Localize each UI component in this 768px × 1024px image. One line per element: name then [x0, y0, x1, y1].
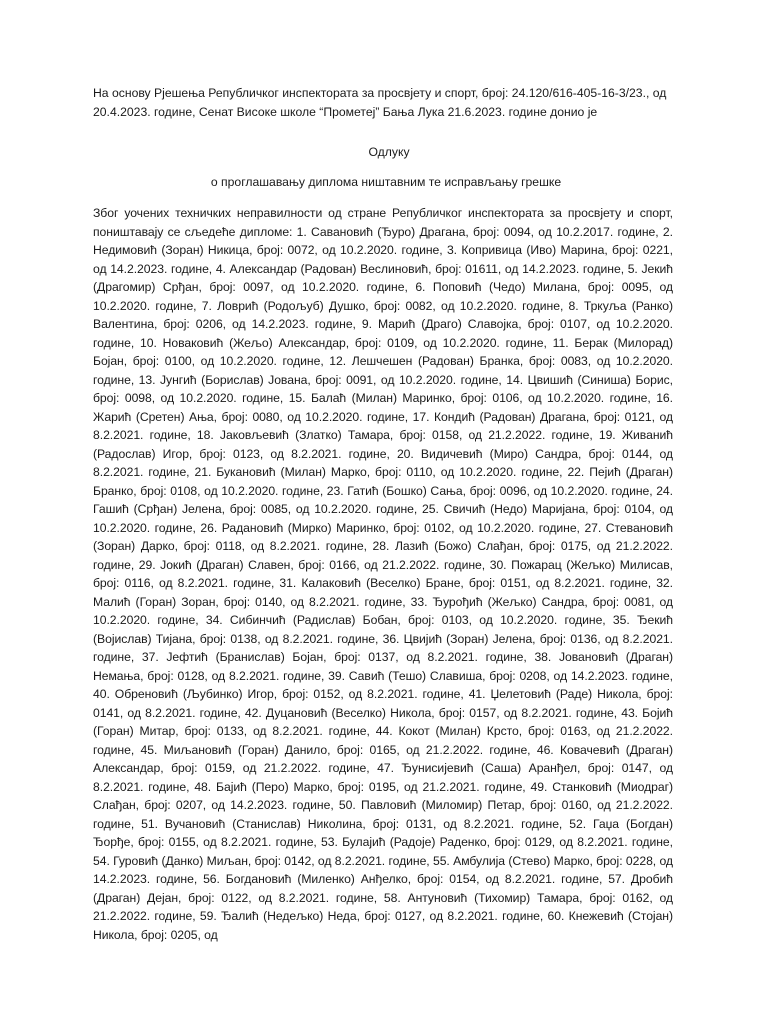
- document-page: [93, 84, 673, 944]
- document-title: Одлуку: [368, 145, 410, 159]
- document-subtitle: о проглашавању диплома ништавним те исправљању грешке: [210, 174, 562, 189]
- intro-paragraph: На основу Рјешења Републичког инспектората за просвјету и спорт, број: 24.120/616-405-16-3/23., од 20.4.2023. године, Сенат Високе школе “Прометеј” Бања Лука 21.6.2023. године донио је: [93, 86, 667, 119]
- body-paragraph: Због уочених техничких неправилности од стране Републичког инспектората за просвјету и спорт, поништавају се сљедеће дипломе: 1. Савановић (Ђуро) Драгана, број: 0094, од 10.2.2017. године, 2. Недимовић (Зоран) Никица, број: 0072, од 10.2.2020. године, 3. Копривица (Иво) Марина, број: 0221, од 14.2.2023. године, 4. Александар (Радован) Веслиновић, број: 01611, од 14.2.2023. године, 5. Јекић (Драгомир) Срђан, број: 0097, од 10.2.2020. године, 6. Поповић (Чедо) Милана, број: 0095, од 10.2.2020. године, 7. Ловрић (Родољуб) Душко, број: 0082, од 10.2.2020. године, 8. Тркуља (Ранко) Валентина, број: 0206, од 14.2.2023. године, 9. Марић (Драго) Славојка, број: 0107, од 10.2.2020. године, 10. Новаковић (Жељо) Александар, број: 0109, од 10.2.2020. године, 11. Берак (Милорад) Бојан, број: 0100, од 10.2.2020. године, 12. Лешчешен (Радован) Бранка, број: 0083, од 10.2.2020. године, 13. Јунгић (Борислав) Јована, број: 0091, од 10.2.2020. године, 14. Цвишић (Синиша) Борис, број: 0098, од 10.2.2020. године, 15. Балаћ (Милан) Маринко, број: 0106, од 10.2.2020. године, 16. Жарић (Сретен) Ања, број: 0080, од 10.2.2020. године, 17. Кондић (Радован) Драгана, број: 0121, од 8.2.2021. године, 18. Јаковљевић (Златко) Тамара, број: 0158, од 21.2.2022. године, 19. Живанић (Радослав) Игор, број: 0123, од 8.2.2021. године, 20. Видичевић (Миро) Сандра, број: 0144, од 8.2.2021. године, 21. Букановић (Милан) Марко, број: 0110, од 10.2.2020. године, 22. Пејић (Драган) Бранко, број: 0108, од 10.2.2020. године, 23. Гатић (Бошко) Сања, број: 0096, од 10.2.2020. године, 24. Гашић (Срђан) Јелена, број: 0085, од 10.2.2020. године, 25. Свичић (Недо) Маријана, број: 0104, од 10.2.2020. године, 26. Радановић (Мирко) Маринко, број: 0102, од 10.2.2020. године, 27. Стевановић (Зоран) Дарко, број: 0118, од 8.2.2021. године, 28. Лазић (Божо) Слађан, број: 0175, од 21.2.2022. године, 29. Јокић (Драган) Славен, број: 0166, од 21.2.2022. године, 30. Пожарац (Жељко) Милисав, број: 0116, од 8.2.2021. године, 31. Калаковић (Веселко) Бране, број: 0151, од 8.2.2021. године, 32. Малић (Горан) Зоран, број: 0140, од 8.2.2021. године, 33. Ђурођић (Жељко) Сандра, број: 0081, од 10.2.2020. године, 34. Сибинчић (Радислав) Бобан, број: 0103, од 10.2.2020. године, 35. Ђекић (Војислав) Тијана, број: 0138, од 8.2.2021. године, 36. Цвијић (Зоран) Јелена, број: 0136, од 8.2.2021. године, 37. Јефтић (Бранислав) Бојан, број: 0137, од 8.2.2021. године, 38. Јовановић (Драган) Немања, број: 0128, од 8.2.2021. године, 39. Савић (Тешо) Славиша, број: 0208, од 14.2.2023. године, 40. Обреновић (Љубинко) Игор, број: 0152, од 8.2.2021. године, 41. Џелетовић (Раде) Никола, број: 0141, од 8.2.2021. године, 42. Дуцановић (Веселко) Никола, број: 0157, од 8.2.2021. године, 43. Бојић (Горан) Митар, број: 0133, од 8.2.2021. године, 44. Кокот (Милан) Крсто, број: 0163, од 21.2.2022. године, 45. Миљановић (Горан) Данило, број: 0165, од 21.2.2022. године, 46. Ковачевић (Драган) Александар, број: 0159, од 21.2.2022. године, 47. Ђунисијевић (Саша) Аранђел, број: 0147, од 8.2.2021. године, 48. Бајић (Перо) Марко, број: 0195, од 21.2.2021. године, 49. Станковић (Миодраг) Слађан, број: 0207, од 14.2.2023. године, 50. Павловић (Миломир) Петар, број: 0160, од 21.2.2022. године, 51. Вучановић (Станислав) Николина, број: 0131, од 8.2.2021. године, 52. Гаџа (Богдан) Ђорђе, број: 0155, од 8.2.2021. године, 53. Булајић (Радоје) Раденко, број: 0129, од 8.2.2021. године, 54. Гуровић (Данко) Миљан, број: 0142, од 8.2.2021. године, 55. Амбулија (Стево) Марко, број: 0228, од 14.2.2023. године, 56. Богдановић (Миленко) Анђелко, број: 0154, од 8.2.2021. године, 57. Дробић (Драган) Дејан, број: 0122, од 8.2.2021. године, 58. Антуновић (Тихомир) Тамара, број: 0162, од 21.2.2022. године, 59. Ђалић (Недељко) Неда, број: 0127, од 8.2.2021. године, 60. Кнежевић (Стојан) Никола, број: 0205, од: [93, 206, 673, 942]
